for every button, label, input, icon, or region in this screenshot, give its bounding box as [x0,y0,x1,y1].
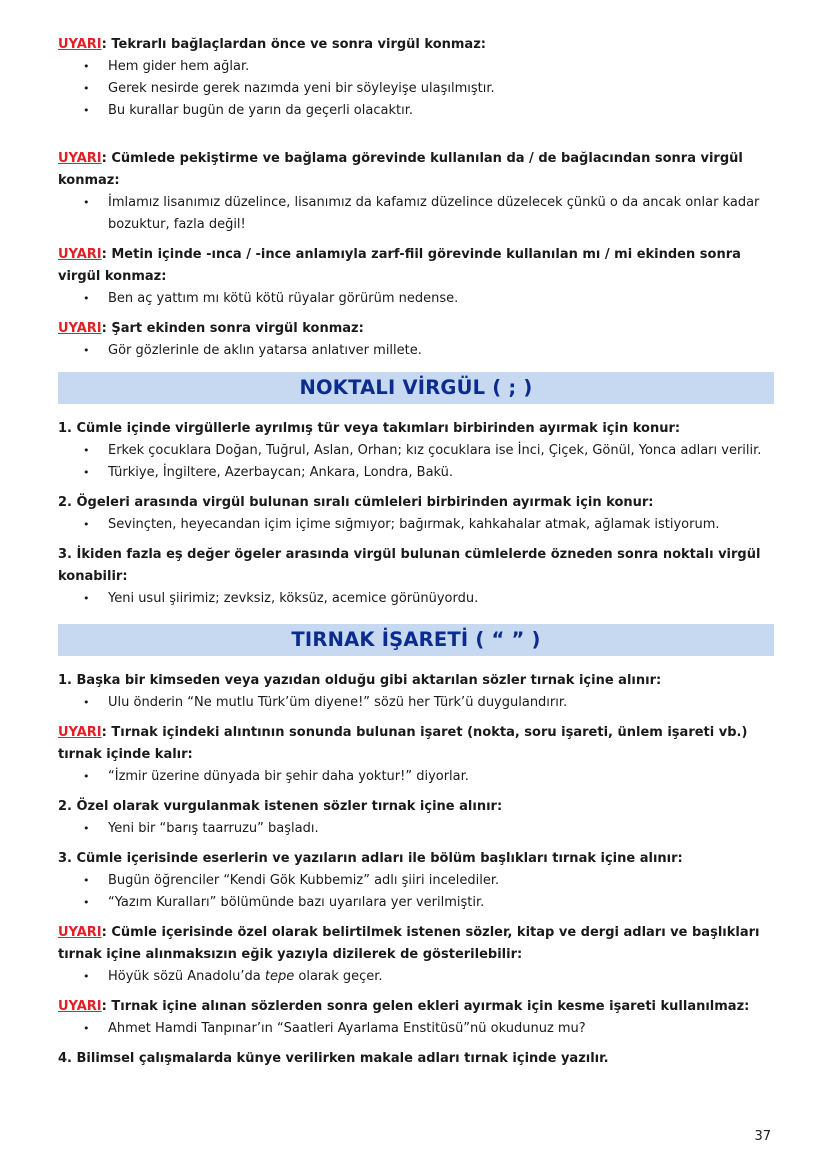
example-list [58,288,774,310]
example-list [58,818,774,840]
rule-heading: 3. Cümle içerisinde eserlerin ve yazıların adları ile bölüm başlıkları tırnak içine alınır: [58,851,683,866]
warning-text: Cümlede pekiştirme ve bağlama görevinde kullanılan da / de bağlacından sonra virgül konmaz: [58,151,743,188]
warning-text: Cümle içerisinde özel olarak belirtilmek istenen sözler, kitap ve dergi adları ve başlıkları tırnak içine alınmaksızın eğik yazıyla dizilerek de gösterilebilir: [58,925,760,962]
example-list [58,966,774,988]
warning-label: UYARI [58,151,102,166]
list-item: • Yeni bir “barış taarruzu” başladı. [58,818,774,840]
example-list [58,440,774,484]
warning-heading: UYARI: Tırnak içine alınan sözlerden sonra gelen ekleri ayırmak için kesme işareti kullanılmaz: [58,999,750,1014]
section-title-quote: TIRNAK İŞARETİ ( “ ” ) [58,624,774,656]
rule-heading: 2. Ögeleri arasında virgül bulunan sıralı cümleleri birbirinden ayırmak için konur: [58,495,654,510]
list-item: • Bugün öğrenciler “Kendi Gök Kubbemiz” adlı şiiri incelediler. [58,870,774,892]
rule-heading: 1. Cümle içinde virgüllerle ayrılmış tür veya takımları birbirinden ayırmak için konur: [58,421,681,436]
example-list [58,56,774,122]
list-item: • Yeni usul şiirimiz; zevksiz, köksüz, acemice görünüyordu. [58,588,774,610]
example-text: olarak geçer. [294,969,383,984]
warning-label: UYARI [58,925,102,940]
warning-label: UYARI [58,321,102,336]
warning-text: Tekrarlı bağlaçlardan önce ve sonra virgül konmaz: [111,37,486,52]
warning-label: UYARI [58,37,102,52]
list-item: • Ben aç yattım mı kötü kötü rüyalar görürüm nedense. [58,288,774,310]
warning-heading: UYARI: Tekrarlı bağlaçlardan önce ve sonra virgül konmaz: [58,37,486,52]
warning-text: Tırnak içindeki alıntının sonunda bulunan işaret (nokta, soru işareti, ünlem işareti vb.) tırnak içinde kalır: [58,725,748,762]
warning-heading: UYARI: Tırnak içindeki alıntının sonunda bulunan işaret (nokta, soru işareti, ünlem işareti vb.) tırnak içinde kalır: [58,725,748,762]
list-item: • Bu kurallar bugün de yarın da geçerli olacaktır. [58,100,774,122]
rule-heading: 4. Bilimsel çalışmalarda künye verilirken makale adları tırnak içinde yazılır. [58,1051,609,1066]
list-item: • “Yazım Kuralları” bölümünde bazı uyarılara yer verilmiştir. [58,892,774,914]
warning-heading: UYARI: Cümle içerisinde özel olarak belirtilmek istenen sözler, kitap ve dergi adları ve başlıkları tırnak içine alınmaksızın eğik yazıyla dizilerek de gösterilebilir: [58,925,760,962]
list-item: • Gerek nesirde gerek nazımda yeni bir söyleyişe ulaşılmıştır. [58,78,774,100]
list-item: • Ahmet Hamdi Tanpınar’ın “Saatleri Ayarlama Enstitüsü”nü okudunuz mu? [58,1018,774,1040]
example-list [58,588,774,610]
italic-word: tepe [264,969,295,984]
example-list [58,192,774,236]
example-list [58,340,774,362]
warning-heading: UYARI: Metin içinde -ınca / -ince anlamıyla zarf-fiil görevinde kullanılan mı / mi ekinden sonra virgül konmaz: [58,247,741,284]
warning-label: UYARI [58,247,102,262]
rule-heading: 3. İkiden fazla eş değer ögeler arasında virgül bulunan cümlelerde özneden sonra noktalı virgül konabilir: [58,547,761,584]
example-list [58,870,774,914]
warning-heading: UYARI: Cümlede pekiştirme ve bağlama görevinde kullanılan da / de bağlacından sonra virgül konmaz: [58,151,743,188]
page-content [58,34,774,1070]
warning-label: UYARI [58,725,102,740]
warning-heading: UYARI: Şart ekinden sonra virgül konmaz: [58,321,364,336]
rule-heading: 2. Özel olarak vurgulanmak istenen sözler tırnak içine alınır: [58,799,503,814]
example-text: Höyük sözü Anadolu’da [108,969,265,984]
list-item: • Türkiye, İngiltere, Azerbaycan; Ankara, Londra, Bakü. [58,462,774,484]
list-item: • Ulu önderin “Ne mutlu Türk’üm diyene!” sözü her Türk’ü duygulandırır. [58,692,774,714]
warning-text: Şart ekinden sonra virgül konmaz: [111,321,364,336]
list-item: • İmlamız lisanımız düzelince, lisanımız da kafamız düzelince düzelecek çünkü o da ancak onlar kadar bozuktur, fazla değil! [58,192,774,236]
warning-text: Metin içinde -ınca / -ince anlamıyla zarf-fiil görevinde kullanılan mı / mi ekinden sonra virgül konmaz: [58,247,741,284]
example-list [58,514,774,536]
example-list [58,766,774,788]
section-title-semicolon: NOKTALI VİRGÜL ( ; ) [58,372,774,404]
list-item: • “İzmir üzerine dünyada bir şehir daha yoktur!” diyorlar. [58,766,774,788]
example-list [58,692,774,714]
list-item: • Erkek çocuklara Doğan, Tuğrul, Aslan, Orhan; kız çocuklara ise İnci, Çiçek, Gönül, Yonca adları verilir. [58,440,774,462]
rule-heading: 1. Başka bir kimseden veya yazıdan olduğu gibi aktarılan sözler tırnak içine alınır: [58,673,662,688]
list-item [58,966,774,988]
example-list [58,1018,774,1040]
list-item: • Hem gider hem ağlar. [58,56,774,78]
list-item: • Sevinçten, heyecandan içim içime sığmıyor; bağırmak, kahkahalar atmak, ağlamak istiyorum. [58,514,774,536]
list-item: • Gör gözlerinle de aklın yatarsa anlatıver millete. [58,340,774,362]
warning-label: UYARI [58,999,102,1014]
warning-text: Tırnak içine alınan sözlerden sonra gelen ekleri ayırmak için kesme işareti kullanılmaz: [111,999,750,1014]
page-number: 37 [754,1129,771,1144]
